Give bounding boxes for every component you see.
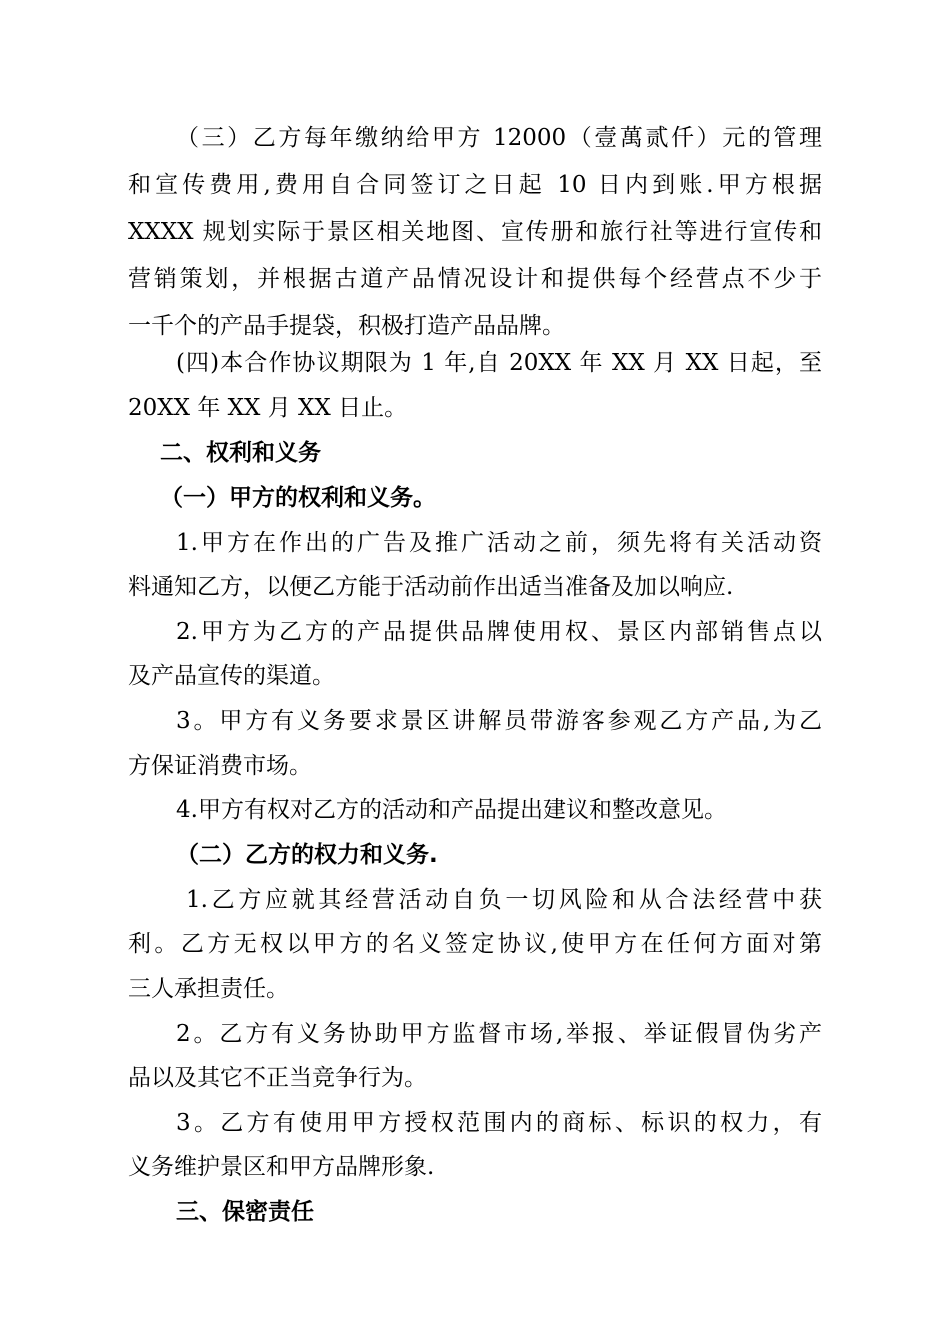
item-b2-line-2: 品以及其它不正当竞争行为。: [128, 1065, 427, 1091]
para-3-line-4: 营销策划，并根据古道产品情况设计和提供每个经营点不少于: [128, 266, 822, 292]
subheading-party-b: （二）乙方的权力和义务.: [176, 842, 438, 868]
item-a3-line-1: 3。甲方有义务要求景区讲解员带游客参观乙方产品,为乙: [176, 708, 822, 734]
item-a2-line-1: 2.甲方为乙方的产品提供品牌使用权、景区内部销售点以: [176, 619, 822, 645]
para-4-line-1: (四)本合作协议期限为 1 年,自 20XX 年 XX 月 XX 日起，至: [176, 350, 822, 376]
section-heading-confidentiality: 三、保密责任: [176, 1199, 314, 1225]
para-3-line-5: 一千个的产品手提袋，积极打造产品品牌。: [128, 313, 565, 339]
para-4-line-2: 20XX 年 XX 月 XX 日止。: [128, 395, 408, 421]
item-a4: 4.甲方有权对乙方的活动和产品提出建议和整改意见。: [176, 797, 727, 823]
item-b3-line-1: 3。乙方有使用甲方授权范围内的商标、标识的权力，有: [176, 1110, 822, 1136]
subheading-party-a: （一）甲方的权利和义务。: [160, 485, 436, 511]
item-a2-line-2: 及产品宣传的渠道。: [128, 663, 335, 689]
item-a1-line-2: 料通知乙方，以便乙方能于活动前作出适当准备及加以响应.: [128, 574, 734, 600]
para-3-line-1: （三）乙方每年缴纳给甲方 12000（壹萬贰仟）元的管理: [176, 125, 822, 151]
item-a3-line-2: 方保证消费市场。: [128, 753, 312, 779]
para-3-line-2: 和宣传费用,费用自合同签订之日起 10 日内到账.甲方根据: [128, 172, 822, 198]
section-heading-rights: 二、权利和义务: [160, 440, 321, 466]
item-b1-line-1: 1.乙方应就其经营活动自负一切风险和从合法经营中获: [186, 887, 822, 913]
para-3-line-3: XXXX 规划实际于景区相关地图、宣传册和旅行社等进行宣传和: [128, 219, 822, 245]
item-b1-line-2: 利。乙方无权以甲方的名义签定协议,使甲方在任何方面对第: [128, 931, 822, 957]
item-b3-line-2: 义务维护景区和甲方品牌形象.: [128, 1154, 435, 1180]
item-b1-line-3: 三人承担责任。: [128, 976, 289, 1002]
item-b2-line-1: 2。乙方有义务协助甲方监督市场,举报、举证假冒伪劣产: [176, 1021, 822, 1047]
item-a1-line-1: 1.甲方在作出的广告及推广活动之前，须先将有关活动资: [176, 530, 822, 556]
